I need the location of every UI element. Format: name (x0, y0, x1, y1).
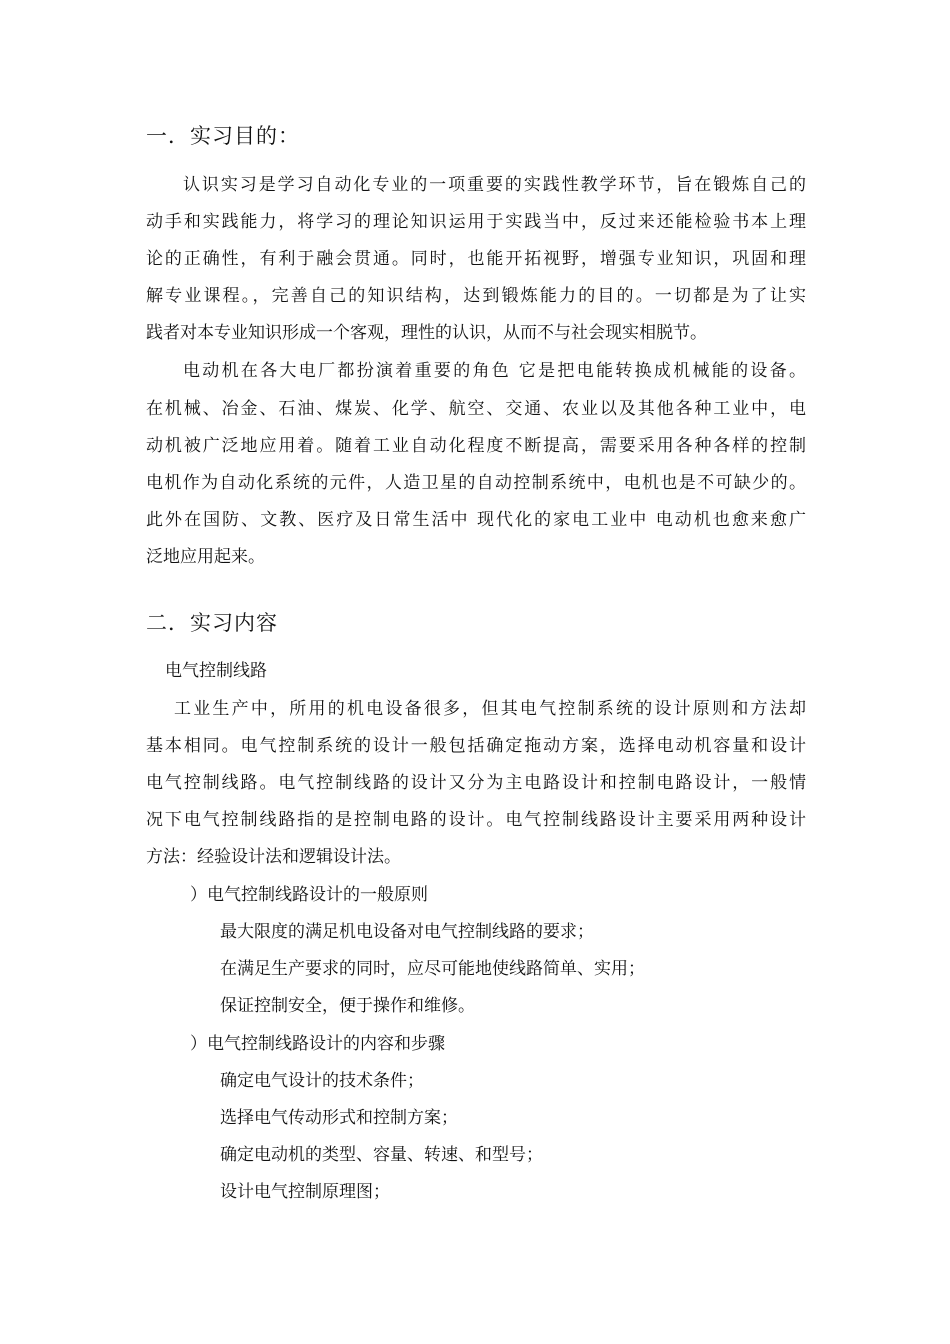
paragraph-line: 电动机在各大电厂都扮演着重要的角色 它是把电能转换成机械能的设备。 (183, 361, 806, 381)
paragraph-line: 此外在国防、文教、医疗及日常生活中 现代化的家电工业中 电动机也愈来愈广 (146, 510, 806, 530)
list-item: 最大限度的满足机电设备对电气控制线路的要求； (220, 922, 594, 942)
paragraph-line: 基本相同。电气控制系统的设计一般包括确定拖动方案，选择电动机容量和设计 (146, 736, 806, 756)
paragraph-line: 动手和实践能力，将学习的理论知识运用于实践当中，反过来还能检验书本上理 (146, 212, 806, 232)
paragraph-line: 况下电气控制线路指的是控制电路的设计。电气控制线路设计主要采用两种设计 (146, 810, 806, 830)
list-title: ）电气控制线路设计的内容和步骤 (190, 1034, 445, 1054)
section-1-heading: 一．实习目的： (146, 124, 300, 148)
paragraph-line: 认识实习是学习自动化专业的一项重要的实践性教学环节，旨在锻炼自己的 (183, 175, 806, 195)
paragraph-line: 电机作为自动化系统的元件，人造卫星的自动控制系统中，电机也是不可缺少的。 (146, 473, 806, 493)
paragraph-line: 在机械、冶金、石油、煤炭、化学、航空、交通、农业以及其他各种工业中，电 (146, 399, 806, 419)
list-title: ）电气控制线路设计的一般原则 (190, 885, 428, 905)
paragraph-line: 方法：经验设计法和逻辑设计法。 (146, 847, 401, 867)
list-item: 保证控制安全，便于操作和维修。 (220, 996, 475, 1016)
list-item: 设计电气控制原理图； (220, 1182, 390, 1202)
paragraph-line: 工业生产中，所用的机电设备很多，但其电气控制系统的设计原则和方法却 (174, 699, 806, 719)
paragraph-line: 泛地应用起来。 (146, 547, 265, 567)
list-item: 确定电动机的类型、容量、转速、和型号； (220, 1145, 543, 1165)
paragraph-line: 动机被广泛地应用着。随着工业自动化程度不断提高，需要采用各种各样的控制 (146, 436, 806, 456)
paragraph-line: 践者对本专业知识形成一个客观，理性的认识，从而不与社会现实相脱节。 (146, 323, 707, 343)
section-2-subheading: 电气控制线路 (165, 661, 267, 681)
section-2-heading: 二．实习内容 (146, 611, 278, 635)
list-item: 确定电气设计的技术条件； (220, 1071, 424, 1091)
list-item: 选择电气传动形式和控制方案； (220, 1108, 458, 1128)
paragraph-line: 电气控制线路。电气控制线路的设计又分为主电路设计和控制电路设计，一般情 (146, 773, 806, 793)
list-item: 在满足生产要求的同时，应尽可能地使线路简单、实用； (220, 959, 645, 979)
paragraph-line: 论的正确性，有利于融会贯通。同时，也能开拓视野，增强专业知识，巩固和理 (146, 249, 806, 269)
paragraph-line: 解专业课程。，完善自己的知识结构，达到锻炼能力的目的。一切都是为了让实 (146, 286, 806, 306)
